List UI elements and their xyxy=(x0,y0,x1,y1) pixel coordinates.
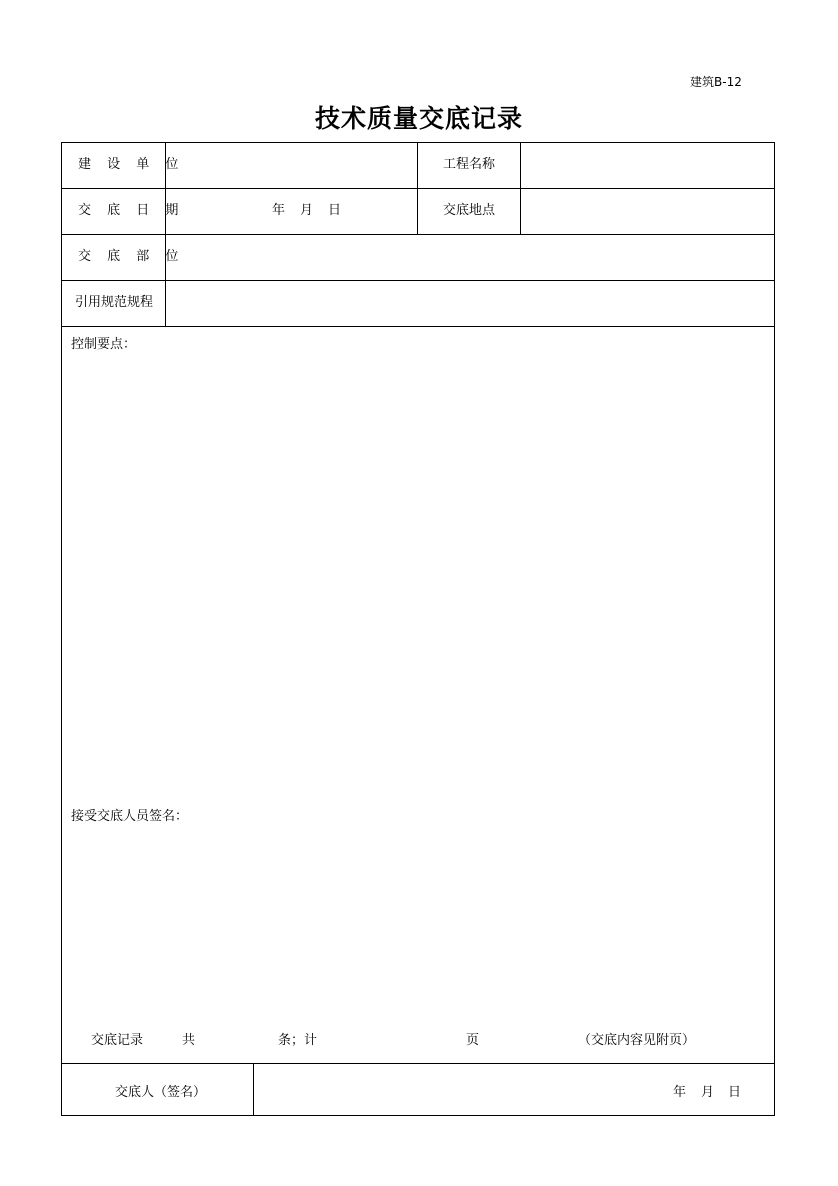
handover-part-label: 交 底 部 位 xyxy=(78,249,185,264)
construction-unit-field[interactable] xyxy=(166,143,417,188)
handover-date-month: 月 xyxy=(300,203,314,218)
record-label: 交底记录 xyxy=(91,1033,144,1048)
handover-date-year: 年 xyxy=(272,203,286,218)
items-label: 条；计 xyxy=(278,1033,318,1048)
standards-field[interactable] xyxy=(166,281,773,326)
handover-person-label: 交底人（签名） xyxy=(115,1085,207,1100)
footer-month: 月 xyxy=(701,1085,715,1100)
recipients-signature-label: 接受交底人员签名： xyxy=(71,809,189,824)
footer-year: 年 xyxy=(673,1085,687,1100)
form-code: 建筑B-12 xyxy=(690,75,742,89)
page-title: 技术质量交底记录 xyxy=(314,104,523,133)
handover-date-day: 日 xyxy=(328,203,342,218)
handover-location-label: 交底地点 xyxy=(443,203,496,218)
construction-unit-label: 建 设 单 位 xyxy=(78,157,185,172)
project-name-field[interactable] xyxy=(521,143,773,188)
row-divider xyxy=(62,326,774,327)
handover-part-field[interactable] xyxy=(166,235,773,280)
footer-day: 日 xyxy=(728,1085,742,1100)
handover-person-signature-field[interactable] xyxy=(254,1064,773,1114)
project-name-label: 工程名称 xyxy=(443,157,496,172)
handover-location-field[interactable] xyxy=(521,189,773,234)
column-divider xyxy=(417,143,418,234)
handover-record-form xyxy=(61,142,775,1116)
attachment-note: （交底内容见附页） xyxy=(578,1033,696,1048)
standards-label: 引用规范规程 xyxy=(75,295,154,310)
control-points-label: 控制要点： xyxy=(71,337,137,352)
pages-label: 页 xyxy=(466,1033,480,1048)
total-label: 共 xyxy=(182,1033,196,1048)
handover-date-label: 交 底 日 期 xyxy=(78,203,185,218)
